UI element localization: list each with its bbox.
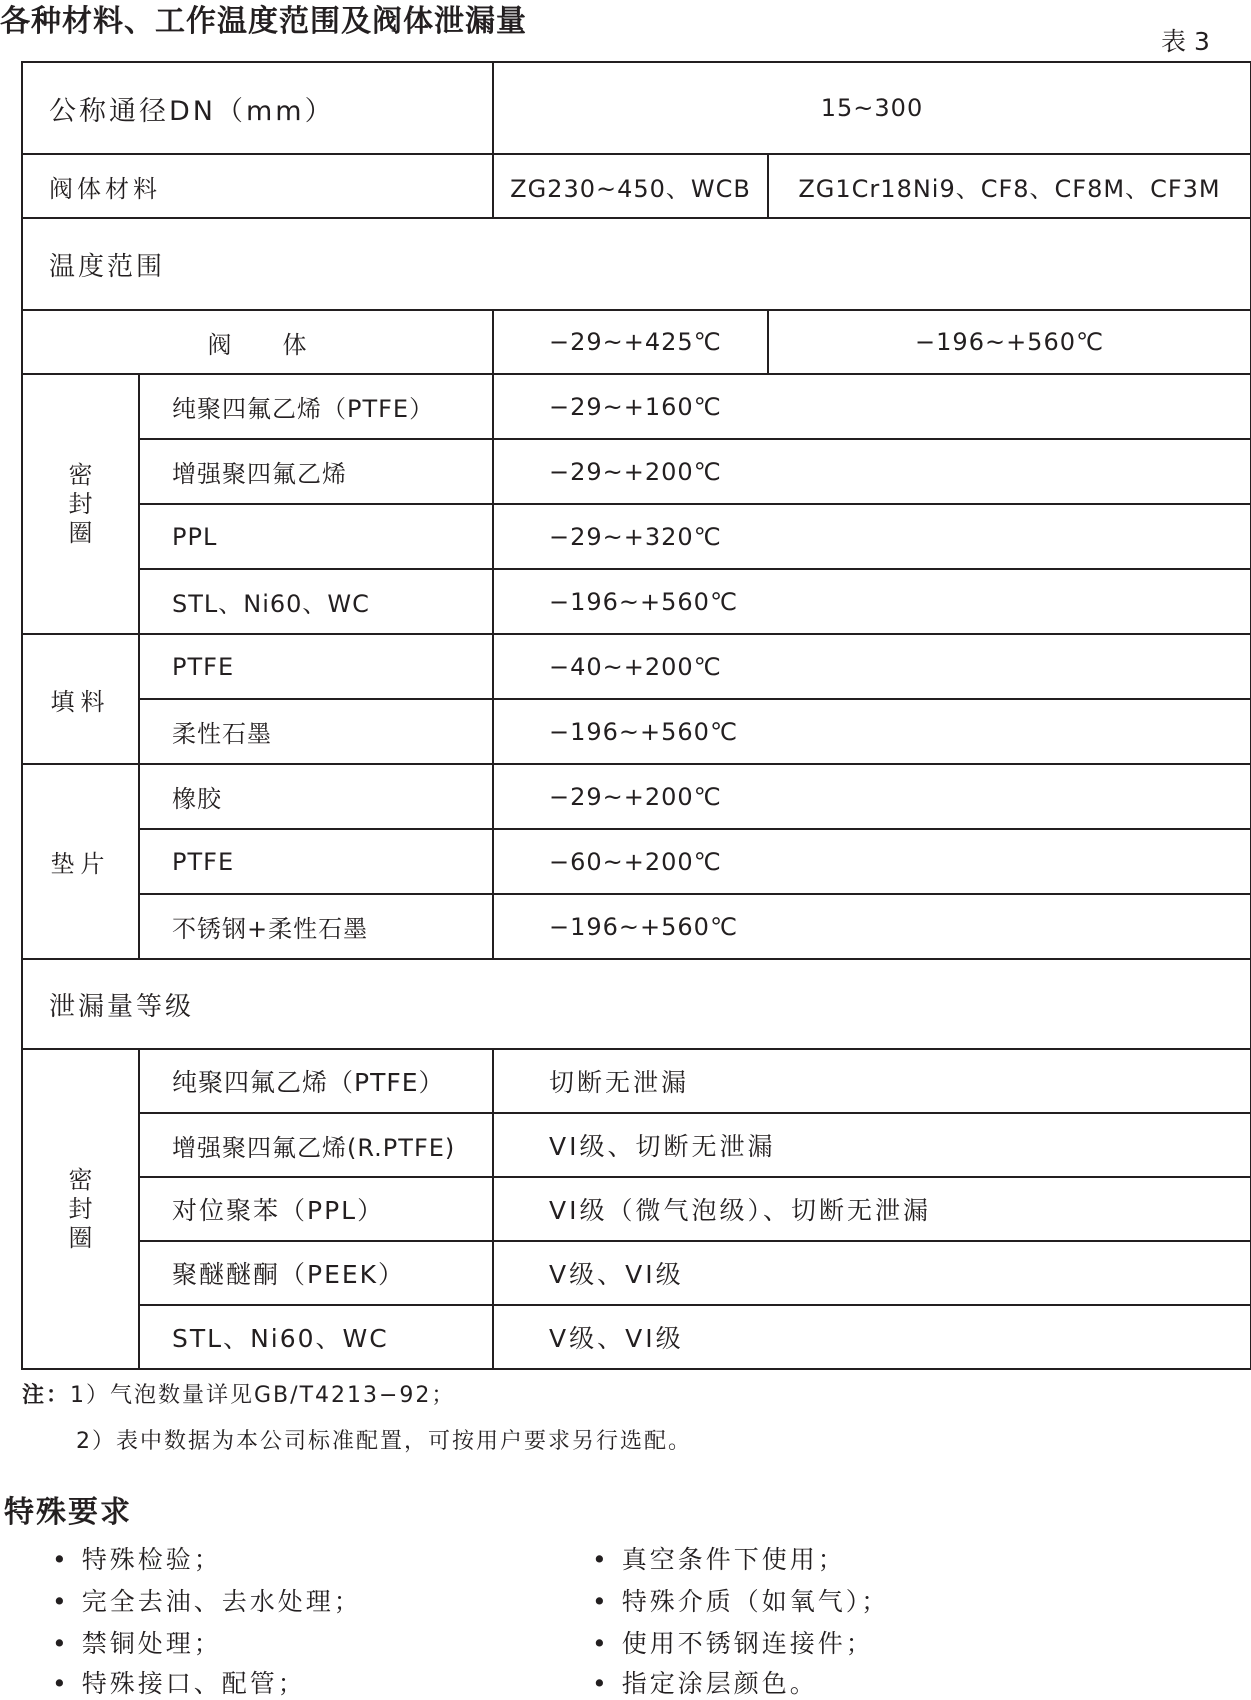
table-row	[22, 154, 1251, 218]
packing-group: 填料	[22, 634, 139, 764]
packing-material: 柔性石墨	[139, 699, 493, 764]
note-1: 1）气泡数量详见GB/T4213−92；	[70, 1383, 456, 1408]
seal-material: 增强聚四氟乙烯(R.PTFE)	[139, 1113, 493, 1177]
valve-body-temp-stainless: −196~+560℃	[768, 310, 1251, 374]
note-line-1	[22, 1378, 455, 1409]
leak-class-value: V级、VI级	[493, 1305, 1251, 1369]
table-row	[22, 439, 1251, 504]
table-row	[22, 1177, 1251, 1241]
seal-temp-value: −29~+320℃	[493, 504, 1251, 569]
table-row	[22, 1305, 1251, 1369]
table-row	[22, 218, 1251, 310]
leak-class-section: 泄漏量等级	[22, 959, 1251, 1049]
packing-temp-value: −40~+200℃	[493, 634, 1251, 699]
spec-table	[21, 61, 1251, 1370]
seal-material: 纯聚四氟乙烯（PTFE）	[139, 374, 493, 439]
temp-range-section: 温度范围	[22, 218, 1251, 310]
table-row	[22, 374, 1251, 439]
seal-material: 对位聚苯（PPL）	[139, 1177, 493, 1241]
leak-class-value: 切断无泄漏	[493, 1049, 1251, 1113]
leak-class-value: VI级（微气泡级）、切断无泄漏	[493, 1177, 1251, 1241]
table-row	[22, 1113, 1251, 1177]
table-row	[22, 62, 1251, 154]
gasket-material: 不锈钢+柔性石墨	[139, 894, 493, 959]
leak-class-value: V级、VI级	[493, 1241, 1251, 1305]
table-row	[22, 310, 1251, 374]
seal-temp-value: −29~+200℃	[493, 439, 1251, 504]
special-req-item: • 特殊检验；	[52, 1540, 222, 1576]
table-row	[22, 504, 1251, 569]
table-row	[22, 569, 1251, 634]
body-material-label: 阀体材料	[22, 154, 493, 218]
gasket-temp-value: −29~+200℃	[493, 764, 1251, 829]
seal-material: 纯聚四氟乙烯（PTFE）	[139, 1049, 493, 1113]
table-row	[22, 829, 1251, 894]
group-char: 圈	[68, 1223, 93, 1252]
gasket-material: PTFE	[139, 829, 493, 894]
table-row	[22, 699, 1251, 764]
seal-ring-temp-group	[22, 374, 139, 634]
special-req-item: • 真空条件下使用；	[592, 1540, 846, 1576]
group-char: 封	[68, 489, 93, 518]
body-material-carbon: ZG230~450、WCB	[493, 154, 768, 218]
table-row	[22, 894, 1251, 959]
seal-temp-value: −29~+160℃	[493, 374, 1251, 439]
special-req-item: • 完全去油、去水处理；	[52, 1582, 362, 1618]
seal-material: 聚醚醚酮（PEEK）	[139, 1241, 493, 1305]
gasket-material: 橡胶	[139, 764, 493, 829]
group-char: 密	[68, 460, 93, 489]
special-req-item: • 禁铜处理；	[52, 1624, 222, 1660]
table-row	[22, 959, 1251, 1049]
leak-class-value: VI级、切断无泄漏	[493, 1113, 1251, 1177]
gasket-group: 垫片	[22, 764, 139, 959]
valve-body-temp-carbon: −29~+425℃	[493, 310, 768, 374]
dn-value: 15~300	[493, 62, 1251, 154]
seal-temp-value: −196~+560℃	[493, 569, 1251, 634]
page-title: 各种材料、工作温度范围及阀体泄漏量	[0, 4, 527, 39]
special-req-item: • 指定涂层颜色。	[592, 1664, 818, 1700]
special-req-item: • 特殊介质（如氧气）；	[592, 1582, 889, 1618]
packing-material: PTFE	[139, 634, 493, 699]
group-char: 封	[68, 1194, 93, 1223]
table-row	[22, 764, 1251, 829]
table-number: 表 3	[1161, 27, 1210, 56]
notes-label: 注：	[22, 1383, 71, 1408]
seal-material: STL、Ni60、WC	[139, 569, 493, 634]
table-row	[22, 1241, 1251, 1305]
body-material-stainless: ZG1Cr18Ni9、CF8、CF8M、CF3M	[768, 154, 1251, 218]
group-char: 圈	[68, 518, 93, 547]
dn-label: 公称通径DN（mm）	[22, 62, 493, 154]
gasket-temp-value: −60~+200℃	[493, 829, 1251, 894]
special-req-item: • 使用不锈钢连接件；	[592, 1624, 874, 1660]
special-requirements-title: 特殊要求	[4, 1495, 132, 1530]
table-row	[22, 634, 1251, 699]
packing-temp-value: −196~+560℃	[493, 699, 1251, 764]
special-req-item: • 特殊接口、配管；	[52, 1664, 306, 1700]
valve-body-label: 阀 体	[22, 310, 493, 374]
seal-ring-leak-group	[22, 1049, 139, 1369]
seal-material: PPL	[139, 504, 493, 569]
seal-material: 增强聚四氟乙烯	[139, 439, 493, 504]
note-2: 2）表中数据为本公司标准配置，可按用户要求另行选配。	[76, 1429, 692, 1454]
gasket-temp-value: −196~+560℃	[493, 894, 1251, 959]
notes	[22, 1378, 692, 1454]
table-row	[22, 1049, 1251, 1113]
seal-material: STL、Ni60、WC	[139, 1305, 493, 1369]
group-char: 密	[68, 1165, 93, 1194]
